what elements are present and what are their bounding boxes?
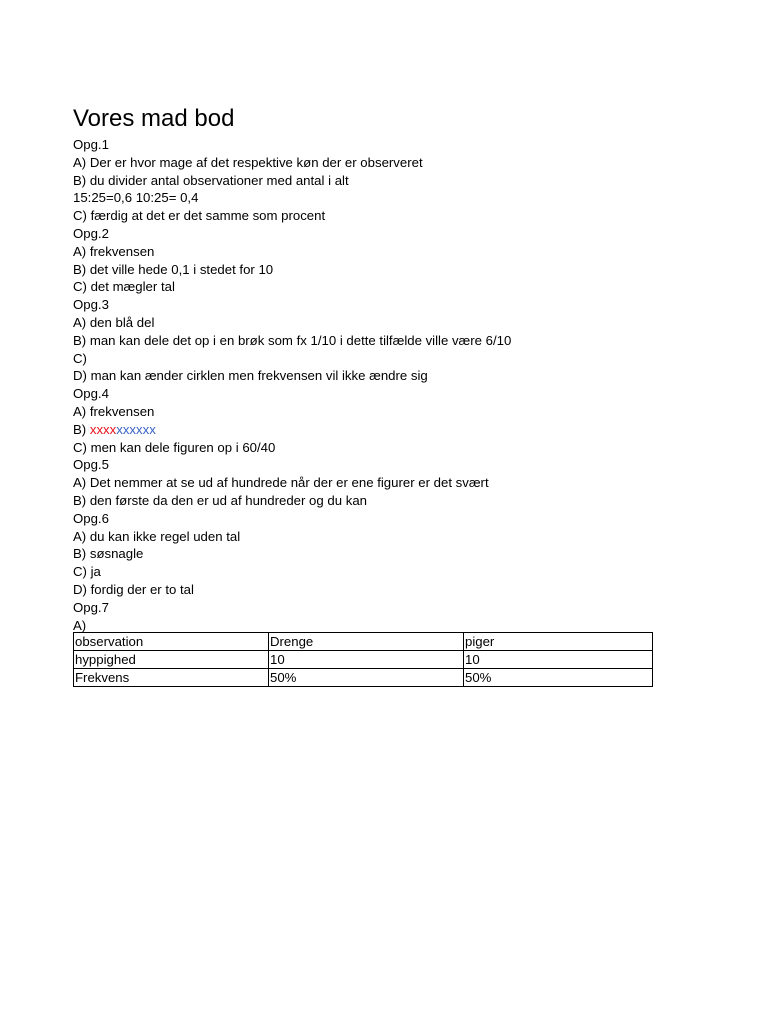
text-line: A) frekvensen: [73, 243, 155, 259]
table-cell: Frekvens: [74, 669, 269, 687]
red-text: xxxx: [89, 421, 117, 437]
text-line: 15:25=0,6 10:25= 0,4: [73, 190, 199, 206]
table-cell: 50%: [269, 669, 464, 687]
text-line: C) færdig at det er det samme som procent: [73, 208, 326, 224]
table-row: [74, 669, 653, 687]
text-line: C) ja: [73, 564, 101, 580]
text-line: A) den blå del: [73, 314, 155, 330]
text-line: A): [73, 617, 87, 633]
text-line: Opg.6: [73, 510, 109, 526]
text-line-b4: [73, 421, 673, 439]
line-prefix: B): [73, 421, 90, 437]
table-cell: hyppighed: [74, 651, 269, 669]
table-row: [74, 633, 653, 651]
text-line: B) søsnagle: [73, 546, 144, 562]
text-line: C) det mægler tal: [73, 279, 175, 295]
text-line: C) men kan dele figuren op i 60/40: [73, 439, 276, 455]
text-line: A) Det nemmer at se ud af hundrede når der er ene figurer er det svært: [73, 475, 489, 491]
table-row: [74, 651, 653, 669]
table-cell: 50%: [464, 669, 653, 687]
observation-table: [73, 632, 653, 687]
text-line: Opg.3: [73, 297, 109, 313]
text-line: A) frekvensen: [73, 403, 155, 419]
table-cell: Drenge: [269, 633, 464, 651]
table-cell: 10: [464, 651, 653, 669]
text-line: B) du divider antal observationer med antal i alt: [73, 172, 349, 188]
text-line: Opg.2: [73, 225, 109, 241]
text-line: B) det ville hede 0,1 i stedet for 10: [73, 261, 274, 277]
text-line: D) man kan ænder cirklen men frekvensen vil ikke ændre sig: [73, 368, 428, 384]
text-line: B) man kan dele det op i en brøk som fx 1/10 i dette tilfælde ville være 6/10: [73, 332, 512, 348]
text-line: Opg.5: [73, 457, 109, 473]
text-line: C): [73, 350, 87, 366]
blue-text: xxxxxx: [116, 421, 156, 437]
text-line: Opg.1: [73, 137, 109, 152]
table-cell: piger: [464, 633, 653, 651]
document-page: [73, 102, 673, 685]
document-title: Vores mad bod: [73, 105, 235, 132]
text-line: Opg.7: [73, 599, 109, 615]
table-cell: observation: [74, 633, 269, 651]
text-line: A) du kan ikke regel uden tal: [73, 528, 241, 544]
text-line: D) fordig der er to tal: [73, 581, 194, 597]
table-cell: 10: [269, 651, 464, 669]
text-line: Opg.4: [73, 386, 109, 402]
text-line: B) den første da den er ud af hundreder og du kan: [73, 492, 367, 508]
text-line: A) Der er hvor mage af det respektive køn der er observeret: [73, 154, 423, 170]
